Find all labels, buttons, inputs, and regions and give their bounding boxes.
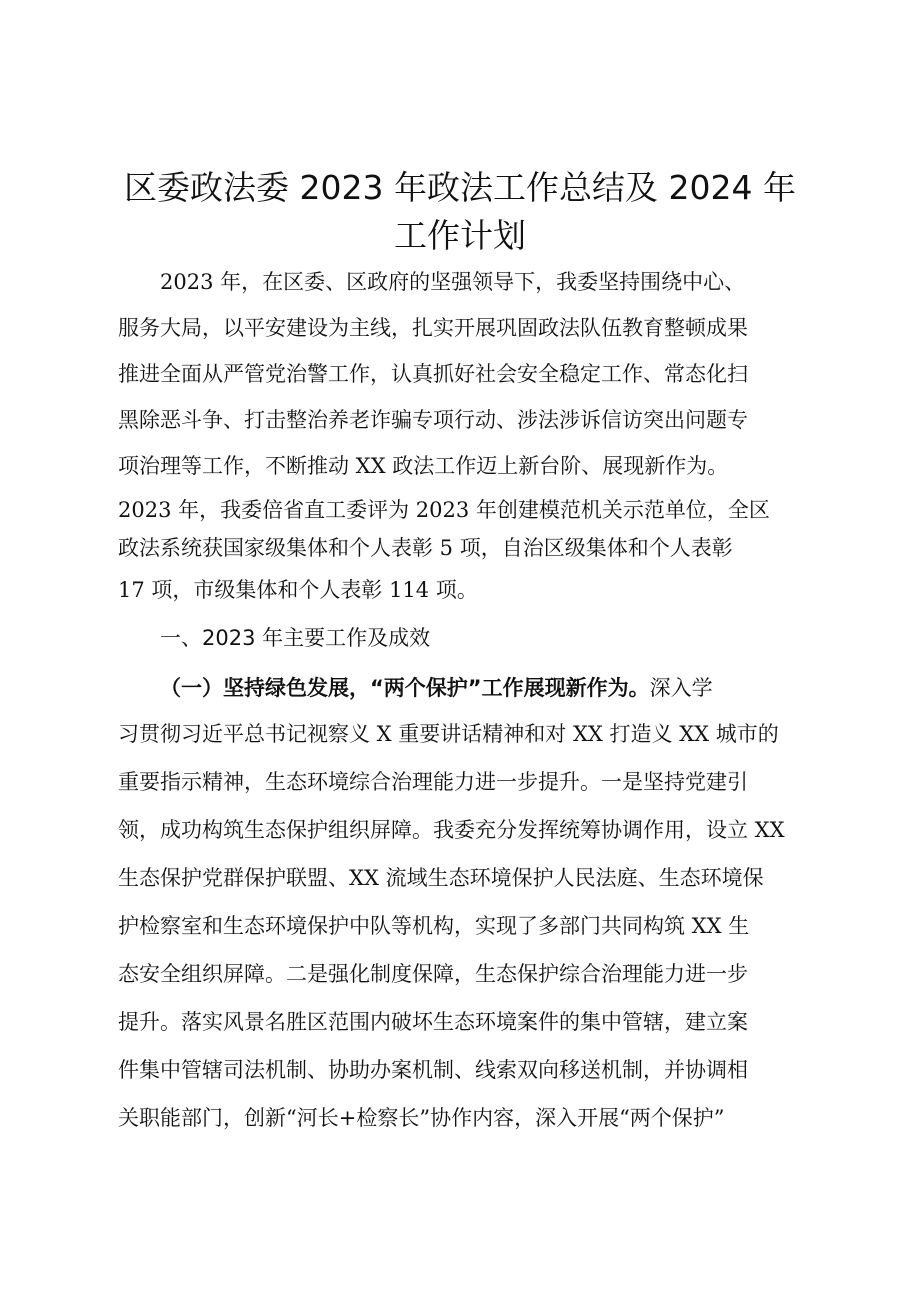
body-paragraph-line: 提升。落实风景名胜区范围内破坏生态环境案件的集中管辖，建立案 xyxy=(118,1010,748,1034)
intro-paragraph-line: 17 项，市级集体和个人表彰 114 项。 xyxy=(118,578,478,602)
document-title-line-2: 工作计划 xyxy=(394,216,526,255)
body-paragraph-line: 领，成功构筑生态保护组织屏障。我委充分发挥统筹协调作用，设立 XX xyxy=(118,818,785,842)
section-heading: 一、2023 年主要工作及成效 xyxy=(160,626,431,650)
body-paragraph-line: 习贯彻习近平总书记视察义 X 重要讲话精神和对 XX 打造义 XX 城市的 xyxy=(118,722,779,746)
body-paragraph-line: 重要指示精神，生态环境综合治理能力进一步提升。一是坚持党建引 xyxy=(118,770,748,794)
body-paragraph-line: 关职能部门，创新“河长+检察长”协作内容，深入开展“两个保护” xyxy=(118,1106,725,1130)
intro-paragraph-line: 2023 年，我委倍省直工委评为 2023 年创建模范机关示范单位，全区 xyxy=(118,498,770,522)
body-paragraph-line: 生态保护党群保护联盟、XX 流域生态环境保护人民法庭、生态环境保 xyxy=(118,866,764,890)
intro-paragraph-line: 2023 年，在区委、区政府的坚强领导下，我委坚持围绕中心、 xyxy=(160,270,746,294)
intro-paragraph-line: 项治理等工作，不断推动 XX 政法工作迈上新台阶、展现新作为。 xyxy=(118,454,729,478)
body-paragraph-line: 护检察室和生态环境保护中队等机构，实现了多部门共同构筑 XX 生 xyxy=(118,914,750,938)
intro-paragraph-line: 服务大局，以平安建设为主线，扎实开展巩固政法队伍教育整顿成果 xyxy=(118,316,748,340)
body-paragraph-line: 件集中管辖司法机制、协助办案机制、线索双向移送机制，并协调相 xyxy=(118,1058,748,1082)
subsection-text: 深入学 xyxy=(649,676,713,700)
subsection-heading: （一）坚持绿色发展，“两个保护”工作展现新作为。 xyxy=(160,676,650,700)
subsection-line xyxy=(160,674,806,702)
intro-paragraph-line: 黑除恶斗争、打击整治养老诈骗专项行动、涉法涉诉信访突出问题专 xyxy=(118,408,748,432)
body-paragraph-line: 态安全组织屏障。二是强化制度保障，生态保护综合治理能力进一步 xyxy=(118,962,748,986)
document-title-line-1: 区委政法委 2023 年政法工作总结及 2024 年 xyxy=(124,168,796,207)
intro-paragraph-line: 推进全面从严管党治警工作，认真抓好社会安全稳定工作、常态化扫 xyxy=(118,362,748,386)
intro-paragraph-line: 政法系统获国家级集体和个人表彰 5 项，自治区级集体和个人表彰 xyxy=(118,536,733,560)
